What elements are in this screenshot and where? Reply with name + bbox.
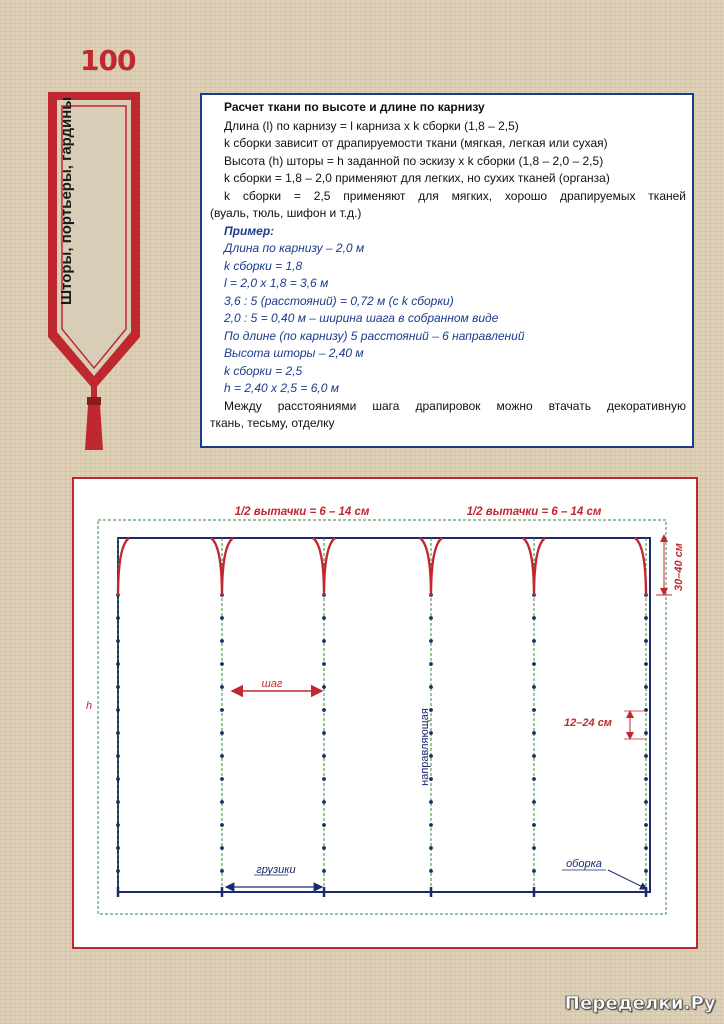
- tape-dot: [220, 708, 224, 712]
- tape-dot: [532, 708, 536, 712]
- tape-dot: [532, 731, 536, 735]
- example-line: По длине (по карнизу) 5 расстояний – 6 направлений: [224, 328, 525, 343]
- tape-dot: [322, 616, 326, 620]
- tape-dot: [429, 662, 433, 666]
- tape-dot: [116, 800, 120, 804]
- tape-dot: [644, 754, 648, 758]
- tape-dot: [116, 846, 120, 850]
- tape-dot: [429, 685, 433, 689]
- tape-dot: [532, 616, 536, 620]
- tape-dot: [644, 800, 648, 804]
- tape-dot: [116, 754, 120, 758]
- example-line: h = 2,40 х 2,5 = 6,0 м: [224, 381, 339, 395]
- example-line: k сборки = 2,5: [224, 363, 303, 378]
- tape-dot: [532, 800, 536, 804]
- tape-dot: [220, 823, 224, 827]
- tape-dot: [322, 685, 326, 689]
- tape-dot: [532, 662, 536, 666]
- tape-dot: [220, 846, 224, 850]
- tape-dot: [644, 662, 648, 666]
- tape-dot: [644, 685, 648, 689]
- tape-dot: [532, 869, 536, 873]
- tape-dot: [644, 639, 648, 643]
- section-title: Шторы, портьеры, гардины: [58, 96, 75, 305]
- tape-dot: [532, 754, 536, 758]
- tape-dot: [116, 616, 120, 620]
- tape-dot: [644, 777, 648, 781]
- tape-dot: [116, 869, 120, 873]
- example-line: l = 2,0 х 1,8 = 3,6 м: [224, 276, 329, 290]
- tape-dot: [644, 823, 648, 827]
- tape-dot: [220, 639, 224, 643]
- tape-dot: [116, 823, 120, 827]
- tape-dot: [220, 869, 224, 873]
- guide-label: направляющая: [419, 708, 431, 786]
- tape-dot: [220, 685, 224, 689]
- tape-dot: [429, 800, 433, 804]
- tassel-fringe: [85, 405, 103, 450]
- example-line: Высота шторы – 2,40 м: [224, 346, 364, 360]
- example-line: 2,0 : 5 = 0,40 м – ширина шага в собранном виде: [224, 311, 499, 325]
- tape-dot: [116, 731, 120, 735]
- tape-dot: [220, 800, 224, 804]
- tape-dot: [429, 869, 433, 873]
- calc-line: Длина (l) по карнизу = l карниза х k сборки (1,8 – 2,5): [224, 118, 519, 133]
- note-line: ткань, тесьму, отделку: [210, 416, 335, 430]
- tape-dot: [220, 754, 224, 758]
- calc-heading: Расчет ткани по высоте и длине по карнизу: [224, 100, 485, 114]
- tape-dot: [322, 639, 326, 643]
- tape-dot: [429, 846, 433, 850]
- weights-label: грузики: [256, 864, 296, 876]
- dart-label-right: 1/2 вытачки = 6 – 14 см: [466, 506, 602, 518]
- site-watermark: Переделки.Ру: [564, 993, 716, 1014]
- tape-dot: [322, 869, 326, 873]
- spacing-label: 12–24 см: [564, 717, 612, 729]
- tape-dot: [322, 662, 326, 666]
- calc-line: Высота (h) шторы = h заданной по эскизу х k сборки (1,8 – 2,0 – 2,5): [224, 153, 604, 168]
- tape-dot: [322, 754, 326, 758]
- example-heading: Пример:: [224, 223, 275, 238]
- calc-line: (вуаль, тюль, шифон и т.д.): [210, 206, 362, 220]
- calc-line: k сборки = 2,5 применяют для мягких, хорошо драпируемых тканей: [224, 188, 686, 203]
- tape-dot: [532, 777, 536, 781]
- tape-dot: [322, 731, 326, 735]
- tape-dot: [116, 685, 120, 689]
- curtain-pattern-diagram: [72, 477, 700, 952]
- note-line: Между расстояниями шага драпировок можно втачать декоративную: [224, 398, 686, 413]
- tape-dot: [220, 616, 224, 620]
- tape-dot: [322, 800, 326, 804]
- top-height-label: 30–40 см: [673, 543, 685, 591]
- dart-label-left: 1/2 вытачки = 6 – 14 см: [234, 506, 370, 518]
- step-label: шаг: [261, 678, 283, 690]
- example-line: k сборки = 1,8: [224, 258, 303, 273]
- tape-dot: [429, 823, 433, 827]
- tape-dot: [220, 662, 224, 666]
- calculation-box: [200, 93, 694, 448]
- tape-dot: [644, 616, 648, 620]
- tape-dot: [116, 662, 120, 666]
- calc-line: k сборки зависит от драпируемости ткани (мягкая, легкая или сухая): [224, 136, 608, 150]
- tape-dot: [220, 731, 224, 735]
- height-label: h: [86, 700, 93, 712]
- tape-dot: [429, 616, 433, 620]
- example-line: Длина по карнизу – 2,0 м: [224, 241, 365, 255]
- tape-dot: [322, 846, 326, 850]
- example-line: 3,6 : 5 (расстояний) = 0,72 м (с k сборки): [224, 293, 454, 308]
- tape-dot: [322, 823, 326, 827]
- tape-dot: [644, 869, 648, 873]
- tape-dot: [429, 639, 433, 643]
- page-number: 100: [80, 44, 136, 77]
- frill-label: оборка: [566, 858, 602, 870]
- tape-dot: [644, 731, 648, 735]
- tape-dot: [644, 846, 648, 850]
- tape-dot: [532, 685, 536, 689]
- tape-dot: [116, 708, 120, 712]
- tape-dot: [116, 777, 120, 781]
- tape-dot: [532, 846, 536, 850]
- tape-dot: [116, 639, 120, 643]
- tassel-knot: [87, 397, 101, 405]
- tape-dot: [532, 639, 536, 643]
- pennant-banner: [40, 92, 145, 452]
- tape-dot: [220, 777, 224, 781]
- tape-dot: [322, 777, 326, 781]
- diagram-frame: [73, 478, 697, 948]
- calc-line: k сборки = 1,8 – 2,0 применяют для легких, но сухих тканей (органза): [224, 171, 610, 185]
- tape-dot: [532, 823, 536, 827]
- tape-dot: [322, 708, 326, 712]
